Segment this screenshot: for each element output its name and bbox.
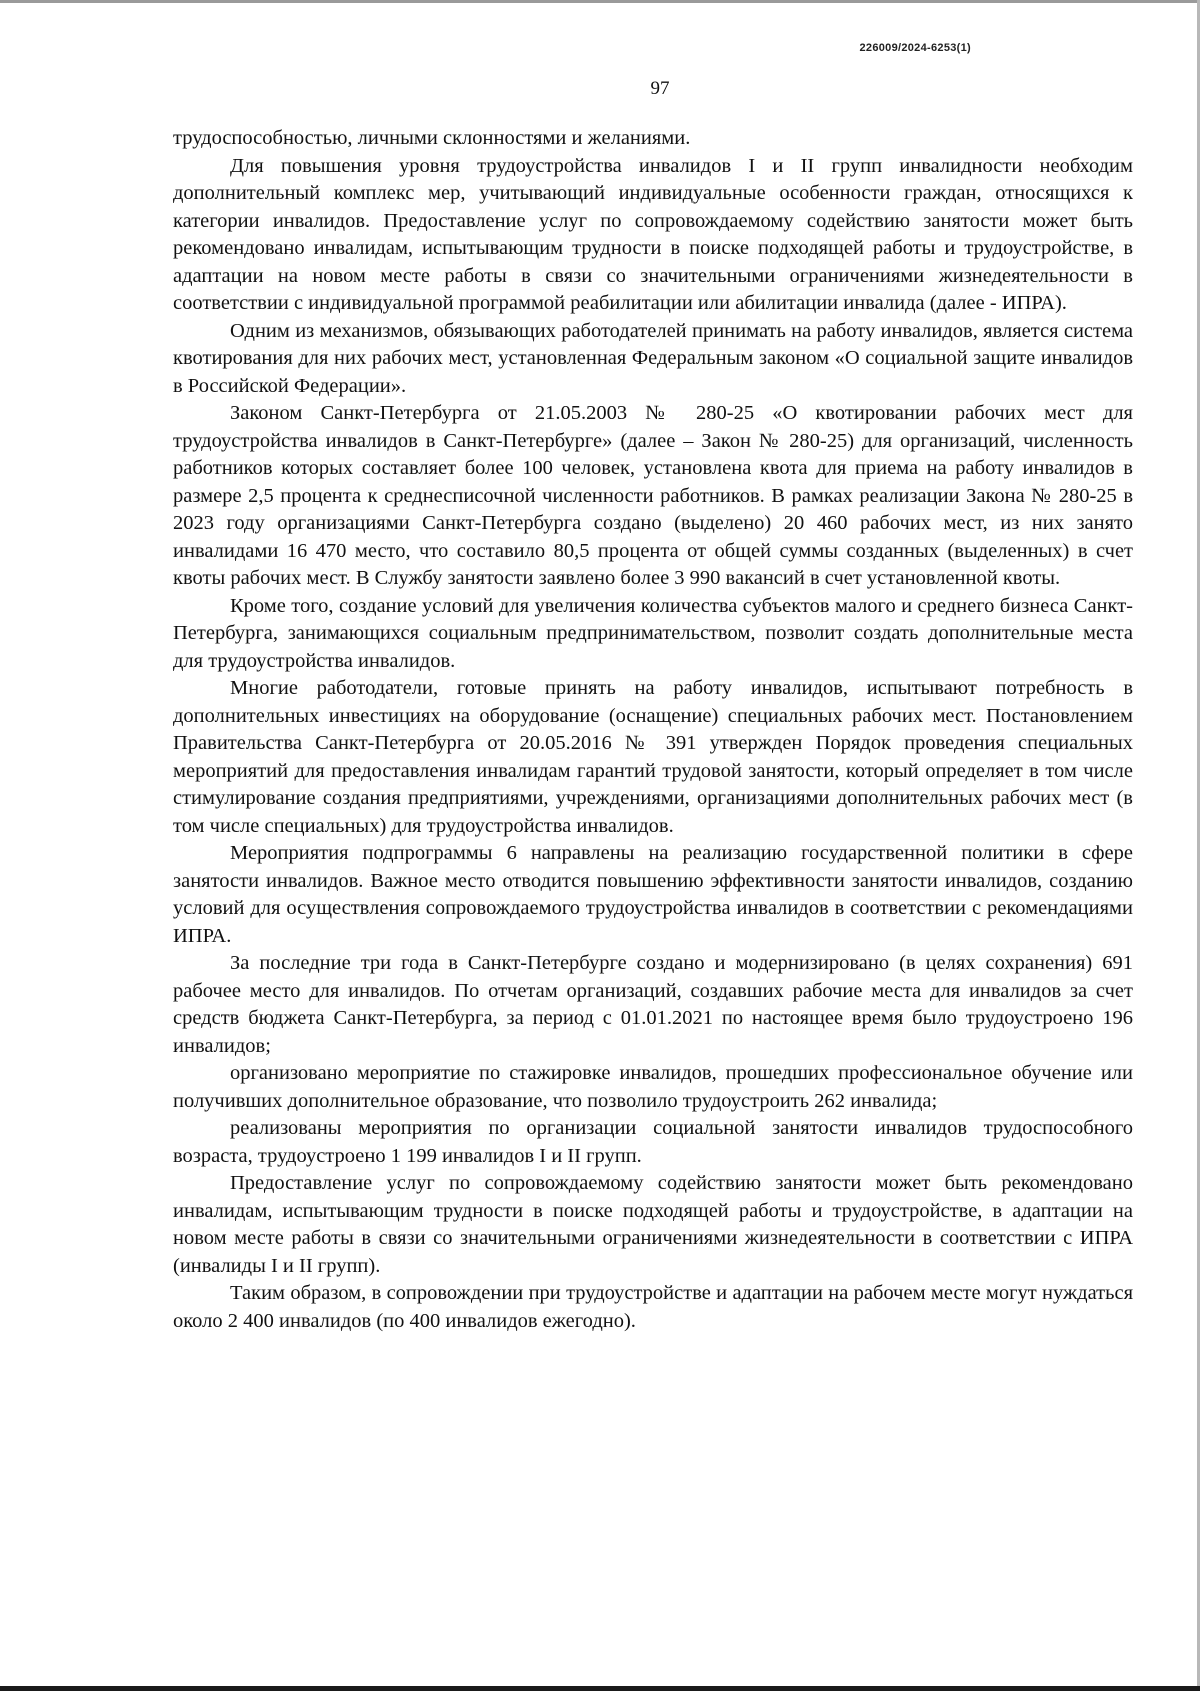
paragraph-social-business: Кроме того, создание условий для увеличения количества субъектов малого и среднего бизнеса Санкт-Петербурга, занимающихся социальным предпринимательством, позволит создать дополнительные места для трудоустройства инвалидов. [173, 594, 1133, 672]
document-registration-number: 226009/2024-6253(1) [859, 42, 971, 54]
paragraph-internship: организовано мероприятие по стажировке инвалидов, прошедших профессиональное обучение или получивших дополнительное образование, что позволило трудоустроить 262 инвалида; [173, 1062, 1133, 1112]
paragraph-continuation: трудоспособностью, личными склонностями и желаниями. [173, 127, 691, 149]
paragraph-quota-system: Одним из механизмов, обязывающих работодателей принимать на работу инвалидов, является система квотирования для них рабочих мест, установленная Федеральным законом «О социальной защите инвалидов в Российской Федерации». [173, 319, 1133, 397]
scan-edge-bottom [0, 1686, 1200, 1691]
paragraph-spb-quota-law: Законом Санкт-Петербурга от 21.05.2003 № 280-25 «О квотировании рабочих мест для трудоустройства инвалидов в Санкт-Петербурге» (далее – Закон № 280-25) для организаций, численность работников которых составляет более 100 человек, установлена квота для приема на работу инвалидов в размере 2,5 процента к среднесписочной численности работников. В рамках реализации Закона № 280-25 в 2023 году организациями Санкт-Петербурга создано (выделено) 20 460 рабочих мест, из них занято инвалидами 16 470 место, что составило 80,5 процента от общей суммы созданных (выделенных) в счет квоты рабочих мест. В Службу занятости заявлено более 3 990 вакансий в счет установленной квоты. [173, 402, 1133, 589]
scan-edge-top [0, 0, 1200, 3]
paragraph-social-employment: реализованы мероприятия по организации социальной занятости инвалидов трудоспособного возраста, трудоустроено 1 199 инвалидов I и II групп. [173, 1117, 1133, 1167]
document-body [173, 125, 1133, 1335]
paragraph-supported-employment: Предоставление услуг по сопровождаемому содействию занятости может быть рекомендовано инвалидам, испытывающим трудности в поиске подходящей работы и трудоустройстве, в адаптации на новом месте работы в связи со значительными ограничениями жизнедеятельности в соответствии с ИПРА (инвалиды I и II групп). [173, 1172, 1133, 1277]
paragraph-subprogram-6: Мероприятия подпрограммы 6 направлены на реализацию государственной политики в сфере занятости инвалидов. Важное место отводится повышению эффективности занятости инвалидов, созданию условий для осуществления сопровождаемого трудоустройства инвалидов в соответствии с рекомендациями ИПРА. [173, 842, 1133, 947]
paragraph-three-year-results: За последние три года в Санкт-Петербурге создано и модернизировано (в целях сохранения) 691 рабочее место для инвалидов. По отчетам организаций, создавших рабочие места для инвалидов за счет средств бюджета Санкт-Петербурга, за период с 01.01.2021 по настоящее время было трудоустроено 196 инвалидов; [173, 952, 1133, 1057]
paragraph-conclusion: Таким образом, в сопровождении при трудоустройстве и адаптации на рабочем месте могут нуждаться около 2 400 инвалидов (по 400 инвалидов ежегодно). [173, 1282, 1133, 1332]
page-number: 97 [650, 78, 670, 99]
paragraph-special-workplaces: Многие работодатели, готовые принять на работу инвалидов, испытывают потребность в дополнительных инвестициях на оборудование (оснащение) специальных рабочих мест. Постановлением Правительства Санкт-Петербурга от 20.05.2016 № 391 утвержден Порядок проведения специальных мероприятий для предоставления инвалидам гарантий трудовой занятости, который определяет в том числе стимулирование создания предприятиями, учреждениями, организациями дополнительных рабочих мест (в том числе специальных) для трудоустройства инвалидов. [173, 677, 1133, 837]
paragraph-employment-measures: Для повышения уровня трудоустройства инвалидов I и II групп инвалидности необходим дополнительный комплекс мер, учитывающий индивидуальные особенности граждан, относящихся к категории инвалидов. Предоставление услуг по сопровождаемому содействию занятости может быть рекомендовано инвалидам, испытывающим трудности в поиске подходящей работы и трудоустройстве, в адаптации на новом месте работы в связи со значительными ограничениями жизнедеятельности в соответствии с индивидуальной программой реабилитации или абилитации инвалида (далее - ИПРА). [173, 154, 1133, 314]
